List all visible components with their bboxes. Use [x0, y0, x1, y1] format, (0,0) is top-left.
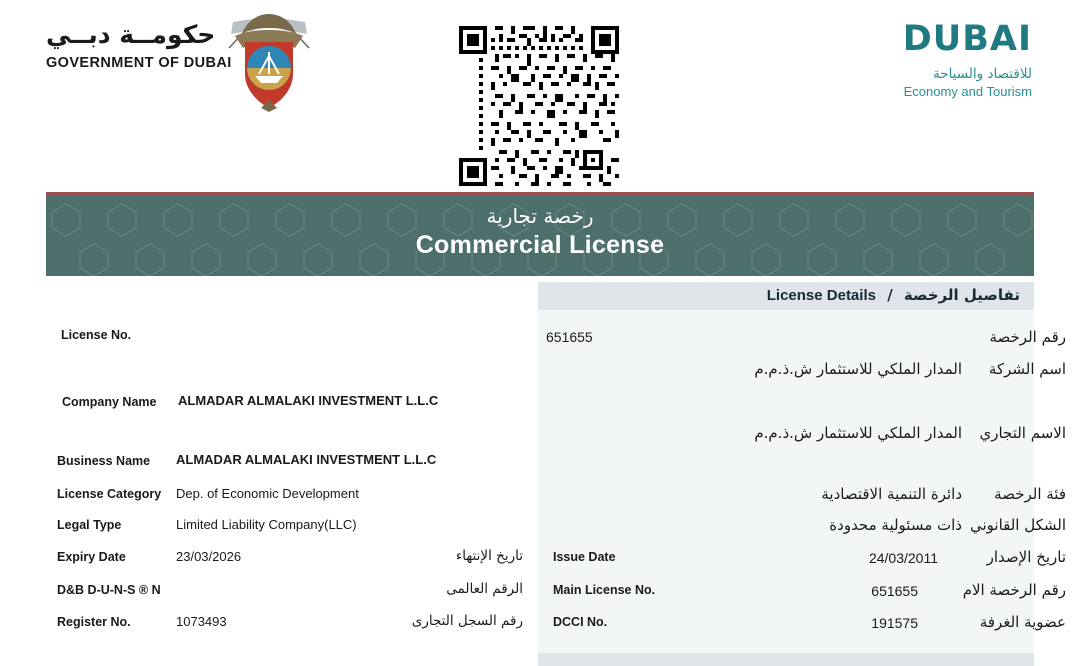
government-logo-arabic-text: حكومــة دبــي [46, 20, 216, 49]
field-label-dcci-no: DCCI No. [553, 615, 608, 629]
dubai-wordmark: DUBAI [902, 19, 1032, 59]
field-value-company-name: ALMADAR ALMALAKI INVESTMENT L.L.C [178, 393, 439, 408]
government-logo-english-text: GOVERNMENT OF DUBAI [46, 55, 232, 71]
field-label-main-license-no-ar: رقم الرخصة الام [962, 581, 1066, 599]
field-label-duns-number: D&B D-U-N-S ® N [57, 583, 161, 597]
field-value-license-category-ar: دائرة التنمية الاقتصادية [821, 485, 962, 503]
table-row [0, 328, 1080, 352]
license-details-separator: / [887, 286, 893, 304]
dubai-brand-arabic-text: للاقتصاد والسياحة [932, 66, 1032, 82]
field-value-company-name-ar: المدار الملكي للاستثمار ش.ذ.م.م [754, 360, 962, 378]
field-label-license-no-ar: رقم الرخصة [989, 328, 1066, 346]
field-label-issue-date-ar: تاريخ الإصدار [986, 548, 1066, 566]
license-details-english: License Details [766, 287, 876, 304]
field-label-company-name-ar: اسم الشركة [988, 360, 1066, 378]
field-value-issue-date: 24/03/2011 [868, 550, 938, 566]
field-label-register-no-ar: رقم السجل التجارى [411, 613, 523, 629]
field-label-issue-date: Issue Date [553, 550, 616, 564]
table-row [0, 615, 1080, 639]
field-value-expiry-date: 23/03/2026 [176, 549, 242, 564]
field-label-company-name: Company Name [62, 395, 157, 409]
field-value-legal-type: Limited Liability Company(LLC) [176, 517, 357, 532]
field-label-license-category-ar: فئة الرخصة [994, 485, 1066, 503]
license-details-arabic: تفاصيل الرخصة [903, 286, 1020, 304]
table-row [0, 518, 1080, 542]
field-value-legal-type-ar: ذات مسئولية محدودة [829, 516, 962, 534]
field-label-legal-type: Legal Type [57, 518, 122, 532]
table-row [0, 487, 1080, 511]
table-row [0, 360, 1080, 384]
table-row [0, 454, 1080, 478]
field-label-register-no: Register No. [57, 615, 131, 629]
field-value-trade-name-ar: المدار الملكي للاستثمار ش.ذ.م.م [754, 424, 962, 442]
title-english: Commercial License [415, 231, 665, 259]
field-label-trade-name-ar: الاسم التجاري [979, 424, 1066, 442]
field-value-license-category: Dep. of Economic Development [176, 486, 359, 501]
field-label-dcci-no-ar: عضوية الغرفة [979, 613, 1066, 631]
field-value-license-no: 651655 [546, 329, 593, 345]
field-label-license-no: License No. [61, 328, 132, 342]
field-value-dcci-no: 191575 [871, 615, 918, 631]
field-value-register-no: 1073493 [176, 614, 227, 629]
field-value-main-license-no: 651655 [871, 583, 918, 599]
field-label-business-name: Business Name [57, 454, 151, 468]
table-row [0, 550, 1080, 574]
field-label-duns-number-ar: الرقم العالمى [446, 581, 523, 597]
field-label-expiry-date: Expiry Date [57, 550, 126, 564]
table-row [0, 395, 1080, 419]
field-label-license-category: License Category [57, 487, 162, 501]
dubai-brand-english-text: Economy and Tourism [903, 84, 1032, 99]
field-label-main-license-no: Main License No. [553, 583, 656, 597]
table-row [0, 583, 1080, 607]
field-label-expiry-date-ar: تاريخ الإنتهاء [455, 548, 523, 564]
field-value-business-name: ALMADAR ALMALAKI INVESTMENT L.L.C [176, 452, 437, 467]
table-row [0, 424, 1080, 448]
title-arabic: رخصة تجارية [486, 204, 594, 228]
field-label-legal-type-ar: الشكل القانوني [969, 516, 1066, 534]
